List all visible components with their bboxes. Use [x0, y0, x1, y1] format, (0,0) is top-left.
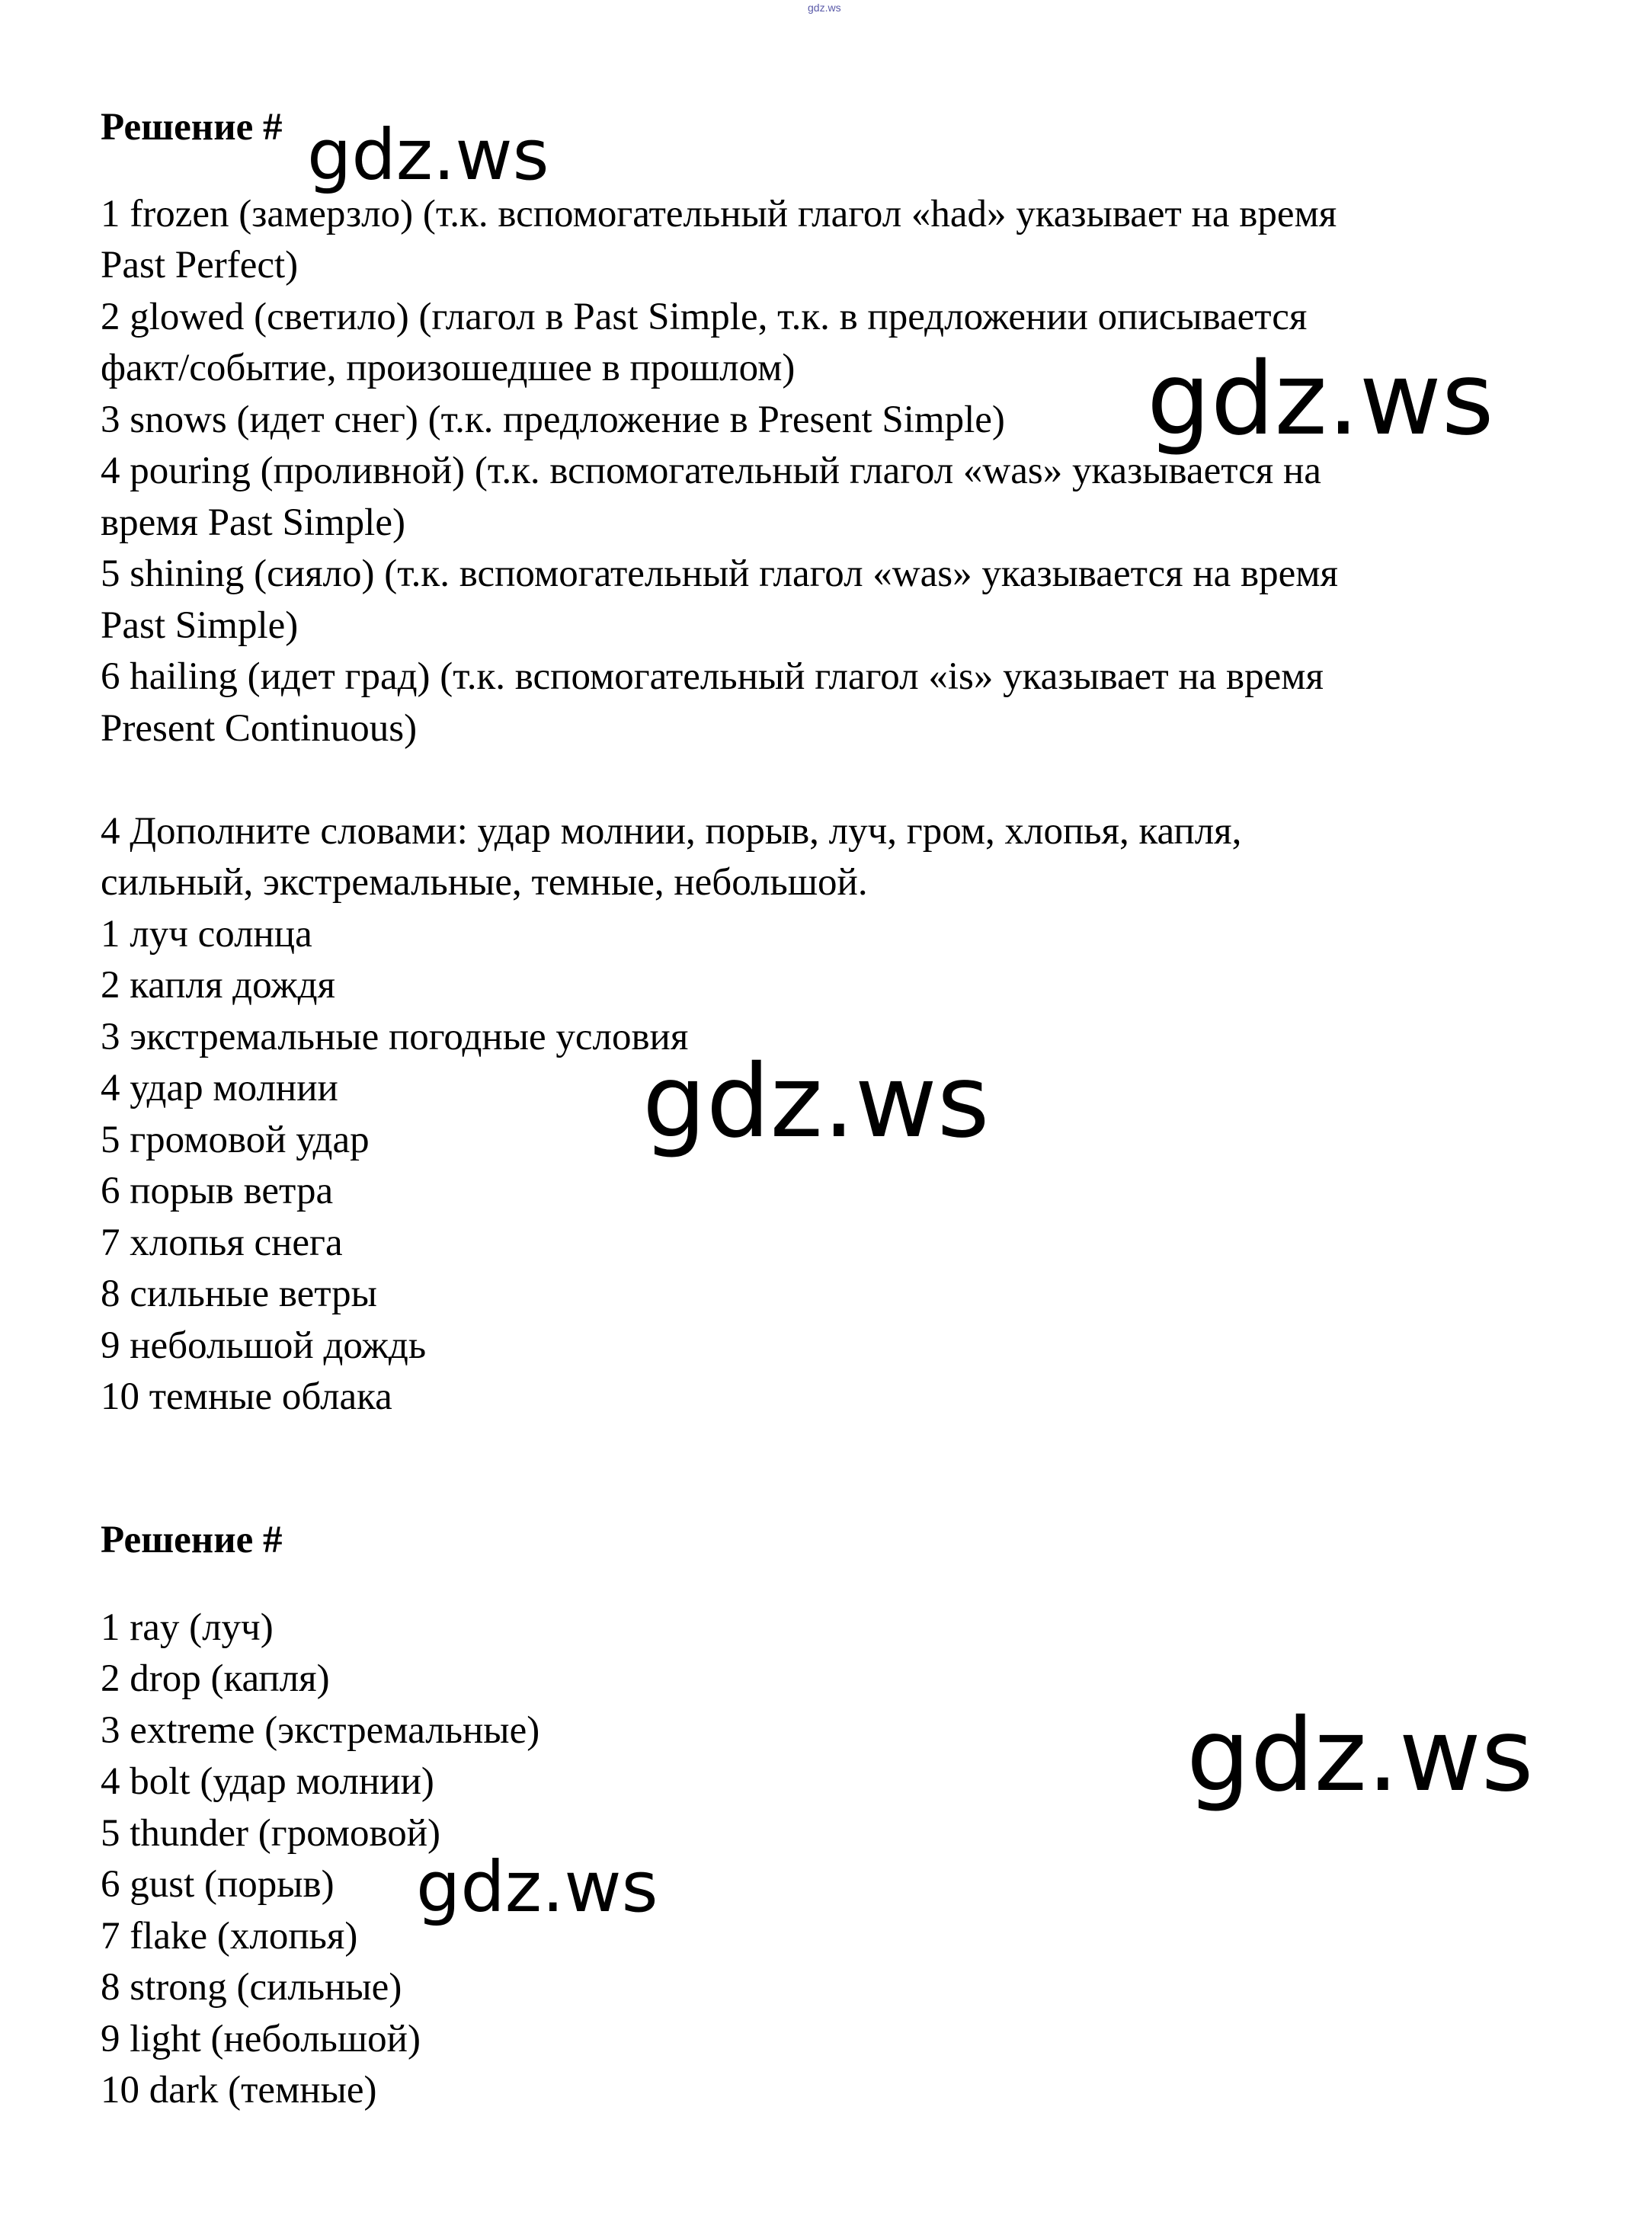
- answer-item: 3 extreme (экстремальные): [101, 1709, 540, 1752]
- task-prompt: сильный, экстремальные, темные, небольшой.: [101, 861, 868, 904]
- solution-heading-2: Решение #: [101, 1519, 283, 1561]
- answer-item: 2 drop (капля): [101, 1657, 330, 1700]
- solution-line: 6 hailing (идет град) (т.к. вспомогательный глагол «is» указывает на время: [101, 655, 1324, 698]
- solution-line: факт/событие, произошедшее в прошлом): [101, 347, 796, 389]
- watermark: gdz.ws: [307, 114, 549, 196]
- task-item: 8 сильные ветры: [101, 1273, 377, 1315]
- task-item: 7 хлопья снега: [101, 1221, 343, 1264]
- task-item: 4 удар молнии: [101, 1067, 338, 1109]
- solution-line: 2 glowed (светило) (глагол в Past Simple, т.к. в предложении описывается: [101, 296, 1308, 338]
- solution-line: Past Perfect): [101, 244, 299, 287]
- solution-line: 4 pouring (проливной) (т.к. вспомогательный глагол «was» указывается на: [101, 450, 1321, 492]
- solution-line: Past Simple): [101, 604, 299, 647]
- solution-line: 1 frozen (замерзло) (т.к. вспомогательный глагол «had» указывает на время: [101, 193, 1337, 235]
- solution-line: 5 shining (сияло) (т.к. вспомогательный глагол «was» указывается на время: [101, 552, 1338, 595]
- watermark: gdz.ws: [1186, 1697, 1534, 1814]
- top-watermark: gdz.ws: [808, 2, 841, 14]
- solution-line: Present Continuous): [101, 707, 418, 750]
- task-item: 9 небольшой дождь: [101, 1324, 427, 1367]
- watermark: gdz.ws: [1147, 341, 1494, 458]
- watermark: gdz.ws: [416, 1846, 658, 1928]
- answer-item: 10 dark (темные): [101, 2069, 377, 2112]
- answer-item: 8 strong (сильные): [101, 1966, 402, 2009]
- solution-heading-1: Решение #: [101, 106, 283, 149]
- task-prompt: 4 Дополните словами: удар молнии, порыв, луч, гром, хлопья, капля,: [101, 810, 1242, 853]
- answer-item: 1 ray (луч): [101, 1606, 274, 1649]
- task-item: 5 громовой удар: [101, 1119, 370, 1161]
- task-item: 10 темные облака: [101, 1375, 392, 1418]
- task-item: 6 порыв ветра: [101, 1170, 334, 1212]
- answer-item: 7 flake (хлопья): [101, 1915, 358, 1958]
- answer-item: 6 gust (порыв): [101, 1863, 335, 1906]
- solution-line: 3 snows (идет снег) (т.к. предложение в Present Simple): [101, 399, 1005, 441]
- answer-item: 4 bolt (удар молнии): [101, 1760, 434, 1803]
- watermark: gdz.ws: [642, 1043, 990, 1161]
- answer-item: 9 light (небольшой): [101, 2018, 421, 2060]
- answer-item: 5 thunder (громовой): [101, 1812, 441, 1855]
- task-item: 1 луч солнца: [101, 913, 312, 956]
- solution-line: время Past Simple): [101, 501, 405, 544]
- task-item: 3 экстремальные погодные условия: [101, 1016, 689, 1058]
- task-item: 2 капля дождя: [101, 964, 335, 1007]
